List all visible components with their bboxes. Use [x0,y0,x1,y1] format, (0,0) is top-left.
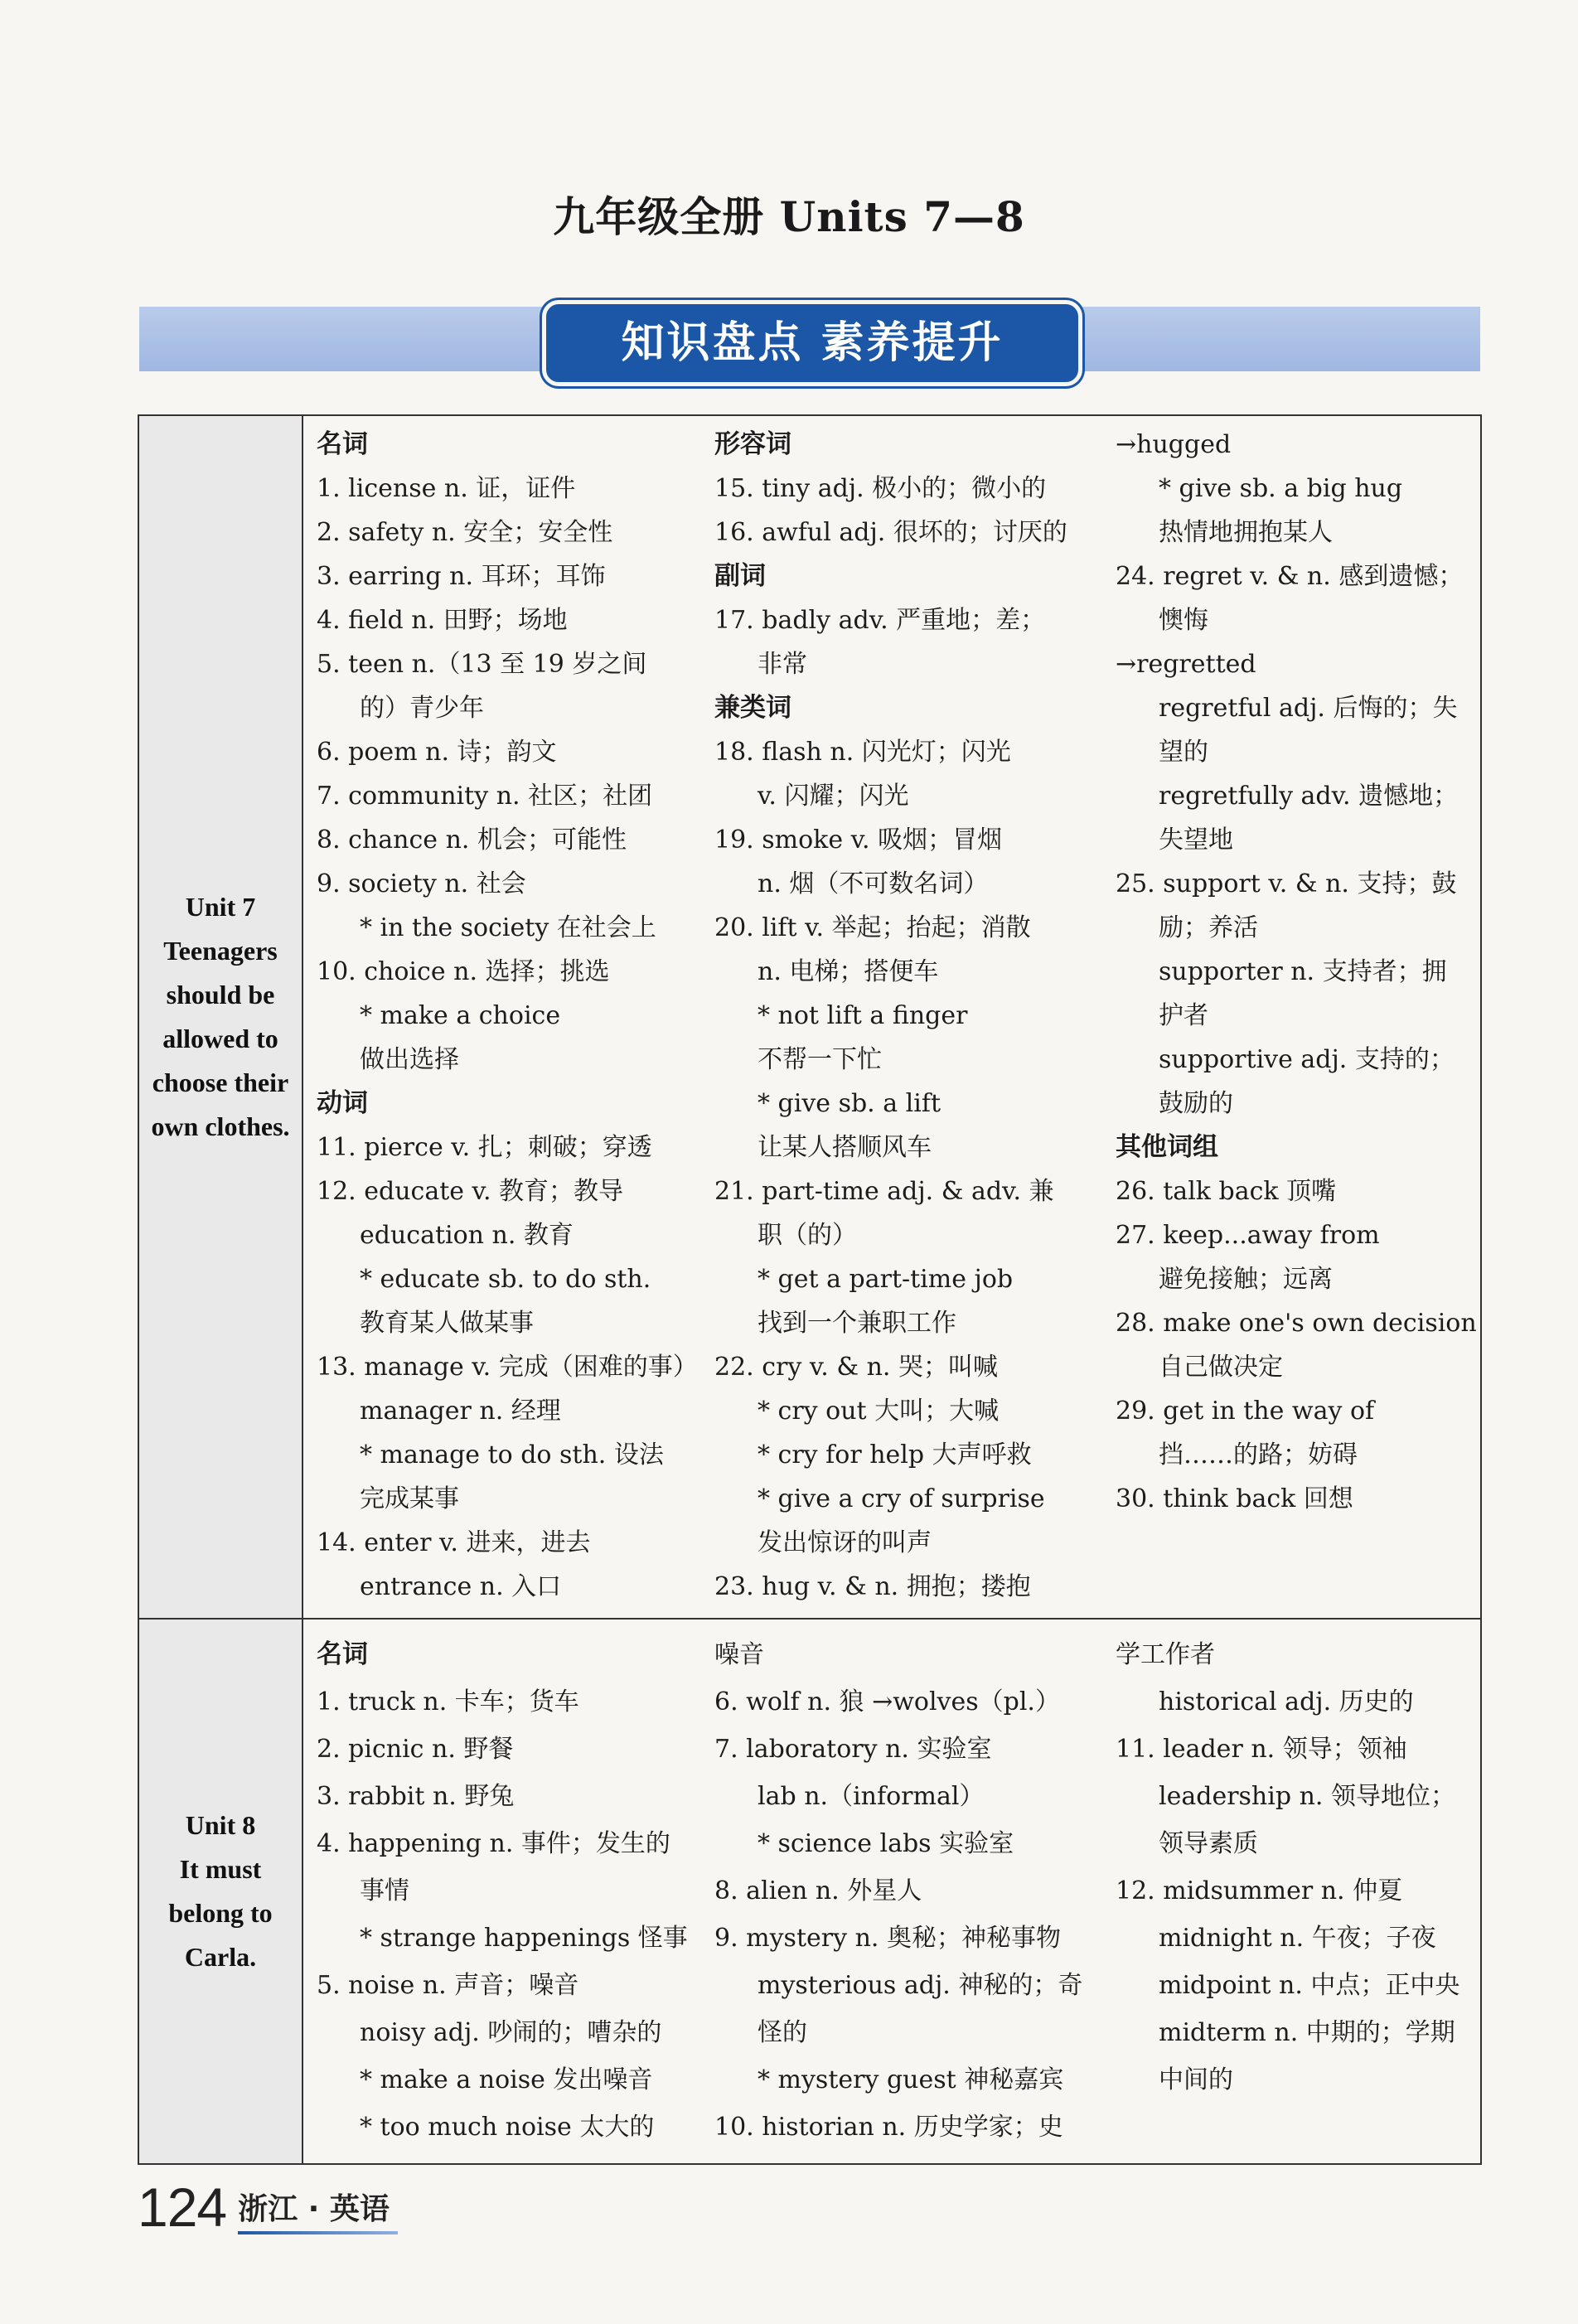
vocab-line: education n. 教育 [360,1221,574,1250]
vocab-line: 9. society n. 社会 [317,869,526,898]
vocab-line: 4. happening n. 事件；发生的 [317,1829,670,1858]
vocab-line: regretful adj. 后悔的；失 [1159,694,1458,723]
vocab-line: historical adj. 历史的 [1159,1687,1414,1716]
vocab-line: 12. educate v. 教育；教导 [317,1177,624,1206]
vocab-line: lab n.（informal） [758,1782,985,1811]
vocab-line: supportive adj. 支持的； [1159,1045,1455,1074]
vocab-line: 12. midsummer n. 仲夏 [1116,1876,1403,1905]
vocab-line: 懊悔 [1159,606,1208,635]
unit8-column-3 [1116,1631,1472,2104]
vocab-line: 11. pierce v. 扎；刺破；穿透 [317,1133,652,1162]
vocab-line: 非常 [758,650,807,679]
vocab-line: 7. laboratory n. 实验室 [714,1735,992,1764]
vocab-line: midnight n. 午夜；子夜 [1159,1924,1436,1953]
vocab-line: 怪的 [758,2018,807,2047]
vocab-line: * manage to do sth. 设法 [360,1440,664,1469]
vocab-line: 护者 [1159,1001,1208,1030]
vocab-line: 2. picnic n. 野餐 [317,1735,514,1764]
unit7-row [139,416,1480,1620]
vocab-line: 名词 [317,429,368,459]
vocab-line: * strange happenings 怪事 [360,1924,688,1953]
vocab-line: 11. leader n. 领导；领袖 [1116,1735,1407,1764]
vocab-line: 5. teen n.（13 至 19 岁之间 [317,650,647,679]
vocab-line: 事情 [360,1876,409,1905]
vocab-line: * not lift a finger [758,1001,968,1030]
vocab-line: 16. awful adj. 很坏的；讨厌的 [714,518,1067,547]
vocab-line: 兼类词 [714,693,791,723]
vocab-line: * get a part-time job [758,1265,1014,1294]
vocab-line: 其他词组 [1116,1132,1218,1162]
vocab-line: 发出惊讶的叫声 [758,1528,932,1557]
vocab-line: 励；养活 [1159,913,1258,942]
vocab-line: 做出选择 [360,1045,459,1074]
vocab-line: 让某人搭顺风车 [758,1133,932,1162]
vocab-line: 热情地拥抱某人 [1159,518,1333,547]
vocab-line: 噪音 [714,1640,764,1669]
vocab-line: 7. community n. 社区；社团 [317,782,653,811]
page-footer [138,2168,390,2238]
vocab-line: 学工作者 [1116,1640,1215,1669]
vocab-line: * give sb. a lift [758,1089,941,1118]
vocab-line: 14. enter v. 进来，进去 [317,1528,591,1557]
vocab-line: 27. keep...away from [1116,1221,1380,1250]
unit8-column-1 [317,1631,706,2151]
vocab-line: n. 电梯；搭便车 [758,957,939,986]
vocab-line: 自己做决定 [1159,1353,1283,1382]
book-label: 浙江 · 英语 [238,2186,390,2228]
vocab-line: 1. license n. 证，证件 [317,474,576,503]
vocab-line: manager n. 经理 [360,1397,561,1426]
vocab-line: 15. tiny adj. 极小的；微小的 [714,474,1047,503]
unit7-column-2 [714,423,1121,1609]
vocab-line: n. 烟（不可数名词） [758,869,989,898]
vocab-line: 中间的 [1159,2065,1233,2094]
vocab-line: 20. lift v. 举起；抬起；消散 [714,913,1031,942]
vocab-line: 动词 [317,1088,368,1118]
vocab-line: 职（的） [758,1221,857,1250]
unit7-label-cell [139,416,303,1618]
unit8-label-cell [139,1620,303,2163]
vocab-line: 教育某人做某事 [360,1309,534,1338]
vocab-line: 8. alien n. 外星人 [714,1876,922,1905]
vocab-line: 10. choice n. 选择；挑选 [317,957,610,986]
unit8-label: Unit 8 It must belong to Carla. [168,1810,273,1972]
vocab-line: 10. historian n. 历史学家；史 [714,2113,1063,2142]
vocab-line: 22. cry v. & n. 哭；叫喊 [714,1353,998,1382]
vocab-line: 副词 [714,561,766,591]
vocab-line: 望的 [1159,738,1208,767]
vocab-line: supporter n. 支持者；拥 [1159,957,1447,986]
vocab-line: 鼓励的 [1159,1089,1233,1118]
vocabulary-table [138,414,1482,2165]
vocab-line: 8. chance n. 机会；可能性 [317,826,627,855]
vocab-line: 5. noise n. 声音；噪音 [317,1971,579,2000]
vocab-line: 挡……的路；妨碍 [1159,1440,1358,1469]
vocab-line: 17. badly adv. 严重地；差； [714,606,1046,635]
vocab-line: midpoint n. 中点；正中央 [1159,1971,1460,2000]
vocab-line: 避免接触；远离 [1159,1265,1333,1294]
vocab-line: 23. hug v. & n. 拥抱；搂抱 [714,1572,1031,1601]
vocab-line: 19. smoke v. 吸烟；冒烟 [714,826,1003,855]
vocab-line: * cry for help 大声呼救 [758,1440,1032,1469]
vocab-line: entrance n. 入口 [360,1572,562,1601]
vocab-line: 9. mystery n. 奥秘；神秘事物 [714,1924,1061,1953]
vocab-line: 领导素质 [1159,1829,1258,1858]
vocab-line: 2. safety n. 安全；安全性 [317,518,613,547]
unit7-column-1 [317,423,706,1609]
vocab-line: 26. talk back 顶嘴 [1116,1177,1337,1206]
vocab-line: 名词 [317,1639,368,1669]
vocab-line: 3. earring n. 耳环；耳饰 [317,562,606,591]
page-number: 124 [138,2176,227,2238]
vocab-line: * make a choice [360,1001,561,1030]
vocab-line: 13. manage v. 完成（困难的事） [317,1353,698,1382]
vocab-line: 6. poem n. 诗；韵文 [317,738,557,767]
vocab-line: 形容词 [714,429,791,459]
vocab-line: 不帮一下忙 [758,1045,882,1074]
vocab-line: noisy adj. 吵闹的；嘈杂的 [360,2018,662,2047]
vocab-line: leadership n. 领导地位； [1159,1782,1455,1811]
vocab-line: 6. wolf n. 狼 →wolves（pl.） [714,1687,1060,1716]
unit7-column-3 [1116,423,1477,1521]
vocab-line: * make a noise 发出噪音 [360,2065,653,2094]
vocab-line: midterm n. 中期的；学期 [1159,2018,1455,2047]
vocab-line: regretfully adv. 遗憾地； [1159,782,1459,811]
vocab-line: * too much noise 太大的 [360,2113,655,2142]
vocab-line: * mystery guest 神秘嘉宾 [758,2065,1064,2094]
vocab-line: * cry out 大叫；大喊 [758,1397,1000,1426]
vocab-line: 4. field n. 田野；场地 [317,606,568,635]
vocab-line: 30. think back 回想 [1116,1484,1353,1513]
section-banner: 知识盘点 素养提升 [542,300,1082,386]
vocab-line: * educate sb. to do sth. [360,1265,651,1294]
vocab-line: →regretted [1116,650,1256,679]
vocab-line: 21. part-time adj. & adv. 兼 [714,1177,1054,1206]
vocab-line: 29. get in the way of [1116,1397,1375,1426]
vocab-line: * give a cry of surprise [758,1484,1045,1513]
vocab-line: 的）青少年 [360,694,484,723]
unit8-row [139,1620,1480,2163]
vocab-line: 3. rabbit n. 野兔 [317,1782,515,1811]
vocab-line: 找到一个兼职工作 [758,1309,956,1338]
vocab-line: * science labs 实验室 [758,1829,1014,1858]
vocab-line: 失望地 [1159,826,1233,855]
vocab-line: 25. support v. & n. 支持；鼓 [1116,869,1457,898]
unit8-column-2 [714,1631,1121,2151]
vocab-line: 1. truck n. 卡车；货车 [317,1687,579,1716]
vocab-line: mysterious adj. 神秘的；奇 [758,1971,1083,2000]
vocab-line: * in the society 在社会上 [360,913,656,942]
unit7-label: Unit 7 Teenagers should be allowed to choose their own clothes. [151,892,290,1141]
vocab-line: 18. flash n. 闪光灯；闪光 [714,738,1011,767]
page-title: 九年级全册 Units 7—8 [553,192,1025,241]
vocab-line: v. 闪耀；闪光 [758,782,909,811]
vocab-line: * give sb. a big hug [1159,474,1403,503]
vocab-line: 24. regret v. & n. 感到遗憾； [1116,562,1464,591]
vocab-line: 28. make one's own decision [1116,1309,1477,1338]
vocab-line: 完成某事 [360,1484,459,1513]
vocab-line: →hugged [1116,430,1232,459]
